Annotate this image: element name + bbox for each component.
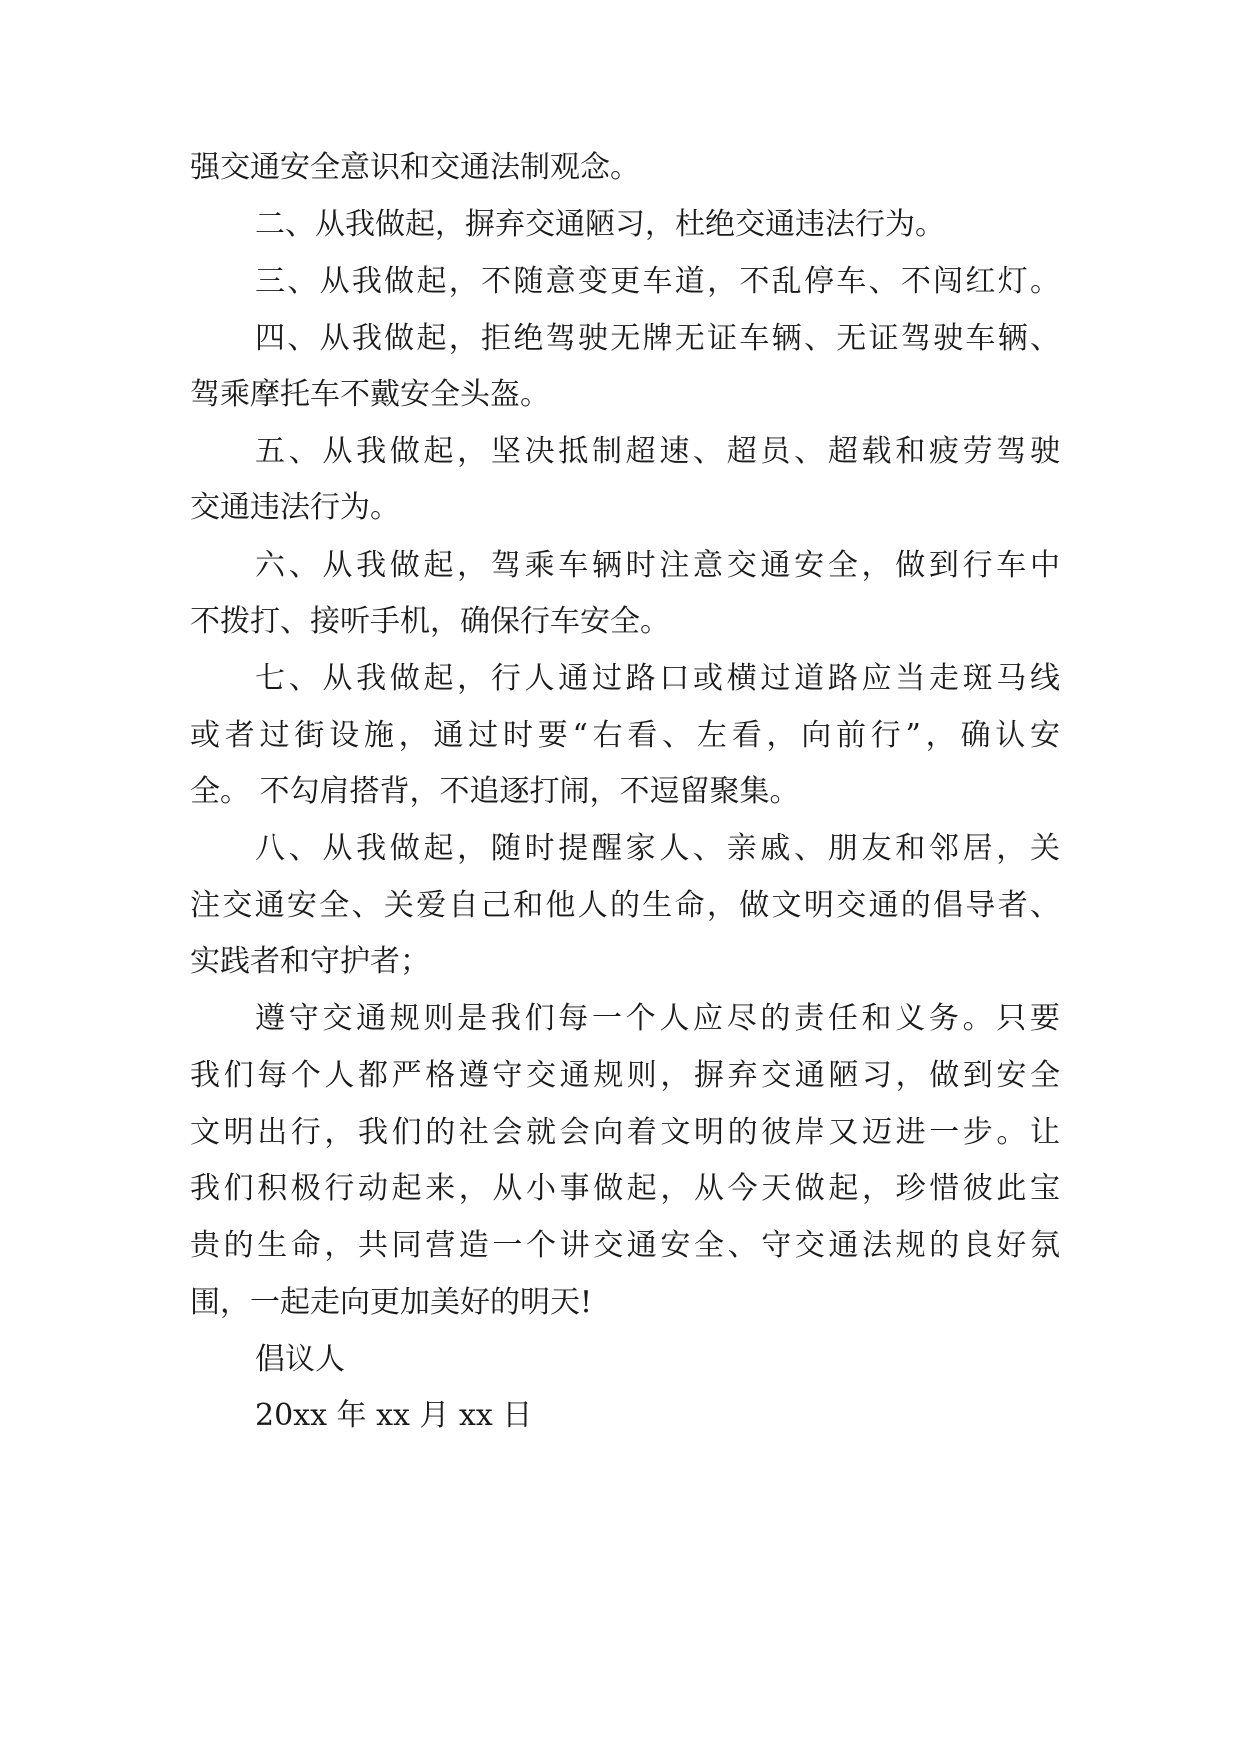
- text-line: 我们每个人都严格遵守交通规则，摒弃交通陋习，做到安全: [190, 1058, 1060, 1093]
- text-line: 文明出行，我们的社会就会向着文明的彼岸又迈进一步。让: [190, 1115, 1060, 1150]
- text-line: 三、从我做起，不随意变更车道，不乱停车、不闯红灯。: [255, 264, 1060, 299]
- text-line: 驾乘摩托车不戴安全头盔。: [190, 377, 550, 412]
- signatory-label: 倡议人: [255, 1342, 345, 1377]
- text-line: 七、从我做起，行人通过路口或横过道路应当走斑马线: [255, 661, 1060, 696]
- text-line: 注交通安全、关爱自己和他人的生命，做文明交通的倡导者、: [190, 888, 1060, 923]
- text-line: 围，一起走向更加美好的明天!: [190, 1285, 593, 1320]
- date-line: 20xx 年 xx 月 xx 日: [255, 1398, 533, 1433]
- text-line: 遵守交通规则是我们每一个人应尽的责任和义务。只要: [255, 1001, 1060, 1036]
- text-line: 四、从我做起，拒绝驾驶无牌无证车辆、无证驾驶车辆、: [255, 321, 1060, 356]
- text-line: 五、从我做起，坚决抵制超速、超员、超载和疲劳驾驶: [255, 434, 1060, 469]
- text-line: 实践者和守护者；: [190, 944, 430, 979]
- text-line: 或者过街设施，通过时要“右看、左看，向前行”，确认安: [190, 718, 1060, 753]
- text-line: 二、从我做起，摒弃交通陋习，杜绝交通违法行为。: [255, 207, 945, 242]
- text-line: 强交通安全意识和交通法制观念。: [190, 150, 640, 185]
- text-line: 交通违法行为。: [190, 490, 400, 525]
- text-line: 全。 不勾肩搭背，不追逐打闹，不逗留聚集。: [190, 774, 800, 809]
- text-line: 不拨打、接听手机，确保行车安全。: [190, 604, 670, 639]
- text-line: 六、从我做起，驾乘车辆时注意交通安全，做到行车中: [255, 548, 1060, 583]
- text-line: 八、从我做起，随时提醒家人、亲戚、朋友和邻居，关: [255, 831, 1060, 866]
- text-line: 贵的生命，共同营造一个讲交通安全、守交通法规的良好氛: [190, 1228, 1060, 1263]
- text-line: 我们积极行动起来，从小事做起，从今天做起，珍惜彼此宝: [190, 1171, 1060, 1206]
